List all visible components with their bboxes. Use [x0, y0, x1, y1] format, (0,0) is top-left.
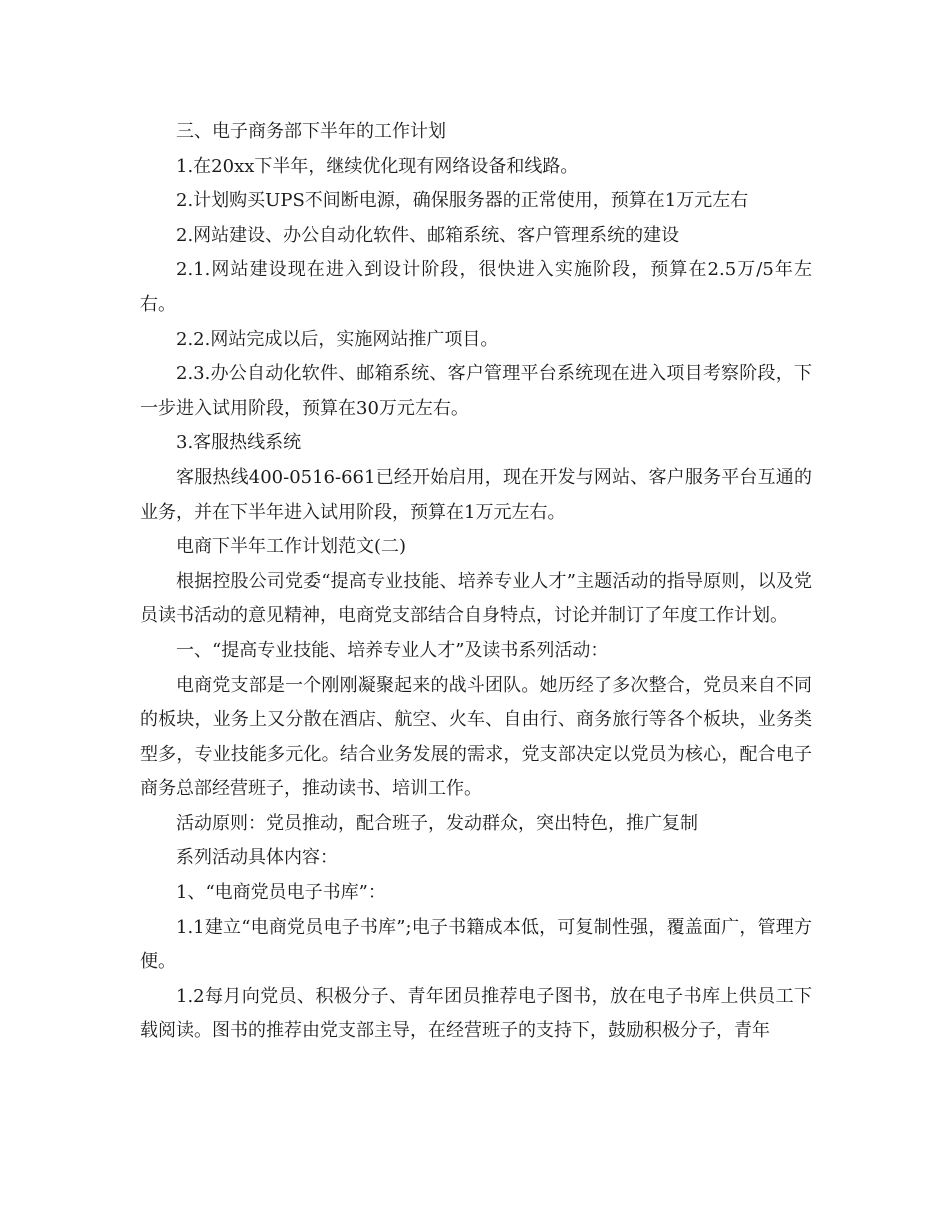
paragraph: 1.在20xx下半年，继续优化现有网络设备和线路。 [176, 155, 579, 177]
section-heading: 电商下半年工作计划范文(二) [176, 536, 407, 558]
section-heading: 一、“提高专业技能、培养专业人才”及读书系列活动： [176, 639, 609, 661]
paragraph: 1.1建立“电商党员电子书库”;电子书籍成本低，可复制性强，覆盖面广，管理方便。 [140, 916, 812, 973]
paragraph: 1、“电商党员电子书库”： [176, 882, 386, 904]
paragraph: 2.1.网站建设现在进入到设计阶段，很快进入实施阶段，预算在2.5万/5年左右。 [140, 259, 812, 315]
paragraph: 2.计划购买UPS不间断电源，确保服务器的正常使用，预算在1万元左右 [176, 190, 749, 212]
paragraph: 2.2.网站完成以后，实施网站推广项目。 [176, 328, 499, 350]
paragraph: 1.2每月向党员、积极分子、青年团员推荐电子图书，放在电子书库上供员工下载阅读。图书的推荐由党支部主导，在经营班子的支持下，鼓励积极分子，青年 [140, 985, 812, 1042]
paragraph: 2.网站建设、办公自动化软件、邮箱系统、客户管理系统的建设 [176, 224, 680, 246]
paragraph: 电商党支部是一个刚刚凝聚起来的战斗团队。她历经了多次整合，党员来自不同的板块，业务上又分散在酒店、航空、火车、自由行、商务旅行等各个板块，业务类型多，专业技能多元化。结合业务发展的需求，党支部决定以党员为核心，配合电子商务总部经营班子，推动读书、培训工作。 [140, 674, 812, 800]
paragraph: 2.3.办公自动化软件、邮箱系统、客户管理平台系统现在进入项目考察阶段，下一步进入试用阶段，预算在30万元左右。 [140, 363, 812, 419]
paragraph: 活动原则：党员推动，配合班子，发动群众，突出特色，推广复制 [176, 812, 698, 834]
section-heading: 三、电子商务部下半年的工作计划 [176, 121, 446, 142]
paragraph: 根据控股公司党委“提高专业技能、培养专业人才”主题活动的指导原则，以及党员读书活动的意见精神，电商党支部结合自身特点，讨论并制订了年度工作计划。 [140, 570, 812, 627]
paragraph: 系列活动具体内容： [176, 847, 338, 869]
paragraph: 客服热线400-0516-661已经开始启用，现在开发与网站、客户服务平台互通的业务，并在下半年进入试用阶段，预算在1万元左右。 [140, 466, 812, 523]
paragraph: 3.客服热线系统 [176, 432, 302, 454]
document-body [140, 115, 812, 1049]
